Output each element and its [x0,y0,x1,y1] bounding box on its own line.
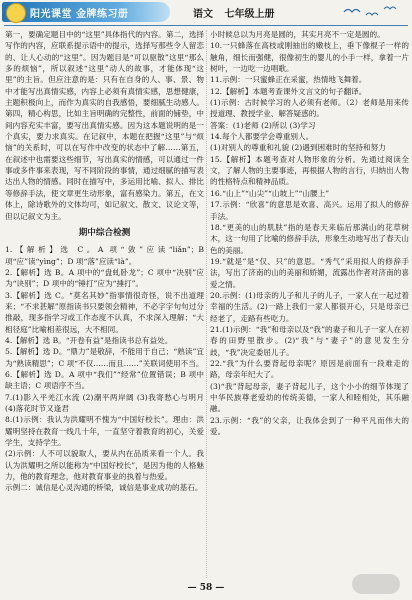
answer-paragraph: 19.“就是”是“仅、只”的意思。“秀气”采用拟人的修辞手法，写出了济南的山的美丽和娇媚，流露出作者对济南的喜爱之情。 [210,256,409,289]
right-column [210,29,409,437]
section-heading: 期中综合检测 [78,227,131,238]
answer-paragraph: 17.示例：“欣喜”的意思是欢喜、高兴。运用了拟人的修辞手法。 [210,200,409,221]
answer-paragraph: 16.“山上”“山尖”“山坡上”“山腰上” [210,188,330,198]
answer-paragraph: 10.一只蜂落在高枝或刚抽出的嫩枝上，垂下像棍子一样的触角，细长而强健，很像初生的婴儿的小手一样，拿着一片树叶，一边吃一边唱歌。 [210,41,409,74]
header-info [193,5,282,20]
answer-paragraph: 小时候总以为月亮是圆的，其实月亮不一定是圆的。 [210,30,385,39]
brand-banner [2,2,170,22]
answer-paragraph: 8.(1)示例：我认为洪耀明不愧为“中国好校长”。理由：洪耀明坚持在教育一线几十年，一直坚守着教育的初心，关爱学生，支持学生。 [5,415,204,448]
header-rule [4,25,408,26]
answer-paragraph: 21.(1)示例：“我”和母亲以及“我”的妻子和儿子一家人在初春的田野里散步。(2)“我”与“妻子”的意见发生分歧，“我”决定委屈儿子。 [210,324,409,357]
answer-paragraph: 答案：(1)老师 (2)所以 (3)学习 [210,120,316,130]
answer-paragraph: 6.【解析】选 D。A 项中“我们”“经常”位置错误；B 项中缺主语；C 项语序不当。 [5,369,204,391]
answer-paragraph: 11.示例：一只蜜蜂正在采蜜，热情地飞舞着。 [210,75,367,85]
page-number: — 58 — [187,583,225,593]
left-column [5,29,204,494]
watermark-icon [352,574,400,594]
answer-paragraph: 22.“我”为什么要背起母亲呢？原因是前面有一段难走的路，母亲年纪大了。 [210,358,409,380]
answer-paragraph: 12.【解析】本题考查课外文言文的句子翻译。 [210,86,367,96]
answer-paragraph: 3.【解析】选 C。“莫名其妙”指事情很奇怪，说不出道理来；“不求甚解”原指读书只要领会精神，不必字字句句过分推敲，现多指学习或工作态度不认真，不求深入理解；“大相径庭”比喻相差很远，大不相同。 [5,290,204,334]
sun-logo-icon [6,3,26,23]
birds-icon [340,3,400,21]
answer-paragraph: 5.【解析】选 D。“鼎力”是敬辞，不能用于自己；“熟读”宜为“熟读精思”；C 项“不仅……而且……”关联词使用不当。 [5,347,204,368]
brand-title: 阳光课堂 金牌练习册 [30,9,129,20]
answer-paragraph: 23.示例：“我”的父亲，让我体会到了一种平凡而伟大的爱。 [210,415,409,437]
answer-paragraph: (1)示例：古时候学习的人必须有老师。（2）老师是用来传授道理、教授学业、解答疑惑的。 [210,98,409,119]
header [0,0,412,30]
answer-paragraph: 示例二：诚信是心灵沟通的桥梁，诚信是事业成功的基石。 [5,483,203,493]
answer-paragraph: 18.“更美的山的肌肤”指的是春天来临后那满山的花草树木，这一句用了比喻的修辞手法，形象生动地写出了春天山色的美丽。 [210,222,409,255]
answer-paragraph: (1)对别人的尊重和礼貌 (2)遇到困难时的坚持和努力 [210,143,386,153]
answer-paragraph: 14.每个人都要学会尊重别人。 [210,132,314,142]
answer-paragraph: 4.【解析】选 B。“开卷有益”是指读书总有益处。 [5,335,173,345]
answer-paragraph: 20.示例：(1)母亲的儿子和儿子的儿子，一家人在一起过着幸福的生活。(2)一路上我们一家人都很开心，只是母亲已经老了，走路有些吃力。 [210,290,409,323]
column-divider [206,30,207,578]
subject-label: 语文 [193,9,213,20]
answer-paragraph: 第一，要确定题目中的“这里”具体指代的内容。第二，选择写作的内容，应联系提示语中的提示，选择写那些令人留恋的、让人心动的“这里”。因为题目是“可以驱散”这里“那么多的烦恼”，所以叙述“这里”动人的故事，才能体现“这里”的主旨。但应注意的是：只有在自身的人、事、景、物中才能写出真情实感，内容上必须有真情实感，思想健康，主题积极向上，而作为真实的自我感悟，要细腻生动感人。第四，精心构思，比如主旨明确的完整性，前面的铺垫，中间内容充实丰富，要写出真情实感。因为这本题说明的是一个真实，要力求真实。在记叙中，本题在把握“这里”与“烦恼”的关系时，可以在写作中改变的状态中了解……第五，在叙述中也需要这些细节，写出真实的情感，可以通过一件事或多件事来表现，写不同阶段的事情，通过细腻的描写表达出人物的情感。同时在描写中，多运用比喻、拟人、排比等修辞手法，使文章更生动形象，富有感染力。第五，在文体上，除诗歌外的文体均可，如记叙文、散文、议论文等，但以记叙文为主。 [5,30,204,221]
answer-paragraph: 15.【解析】本题考查对人物形象的分析。先通过阅读全文，了解人物的主要事迹，再根据人物的言行，归纳出人物的性格特点和精神品质。 [210,154,409,187]
answer-paragraph: 2.【解析】选 B。A 项中的“盘虬卧龙”；C 项中“决别”应为“诀别”；D 项中的“锤打”应为“捶打”。 [5,267,204,289]
answer-paragraph: 7.(1)影入平羌江水流 (2)潮平两岸阔 (3)我寄愁心与明月 (4)落花时节又逢君 [5,392,204,413]
grade-label: 七年级上册 [224,9,275,20]
answer-paragraph: (2)示例：人不可以貌取人，要从内在品质来看一个人。我认为洪耀明之所以能称为“中国好校长”，是因为他的人格魅力，他的教育理念，他对教育事业的执着与热爱。 [5,449,204,482]
answer-paragraph: 1.【解析】选 C。A 项“敛”应读“liǎn”；B 项“应”读“yìng”；D 项“落”应读“là”。 [5,245,204,266]
answer-paragraph: (3)“我”背起母亲，妻子背起儿子，这个小小的细节体现了中华民族尊老爱幼的传统美德，一家人和睦相处，其乐融融。 [210,381,409,414]
